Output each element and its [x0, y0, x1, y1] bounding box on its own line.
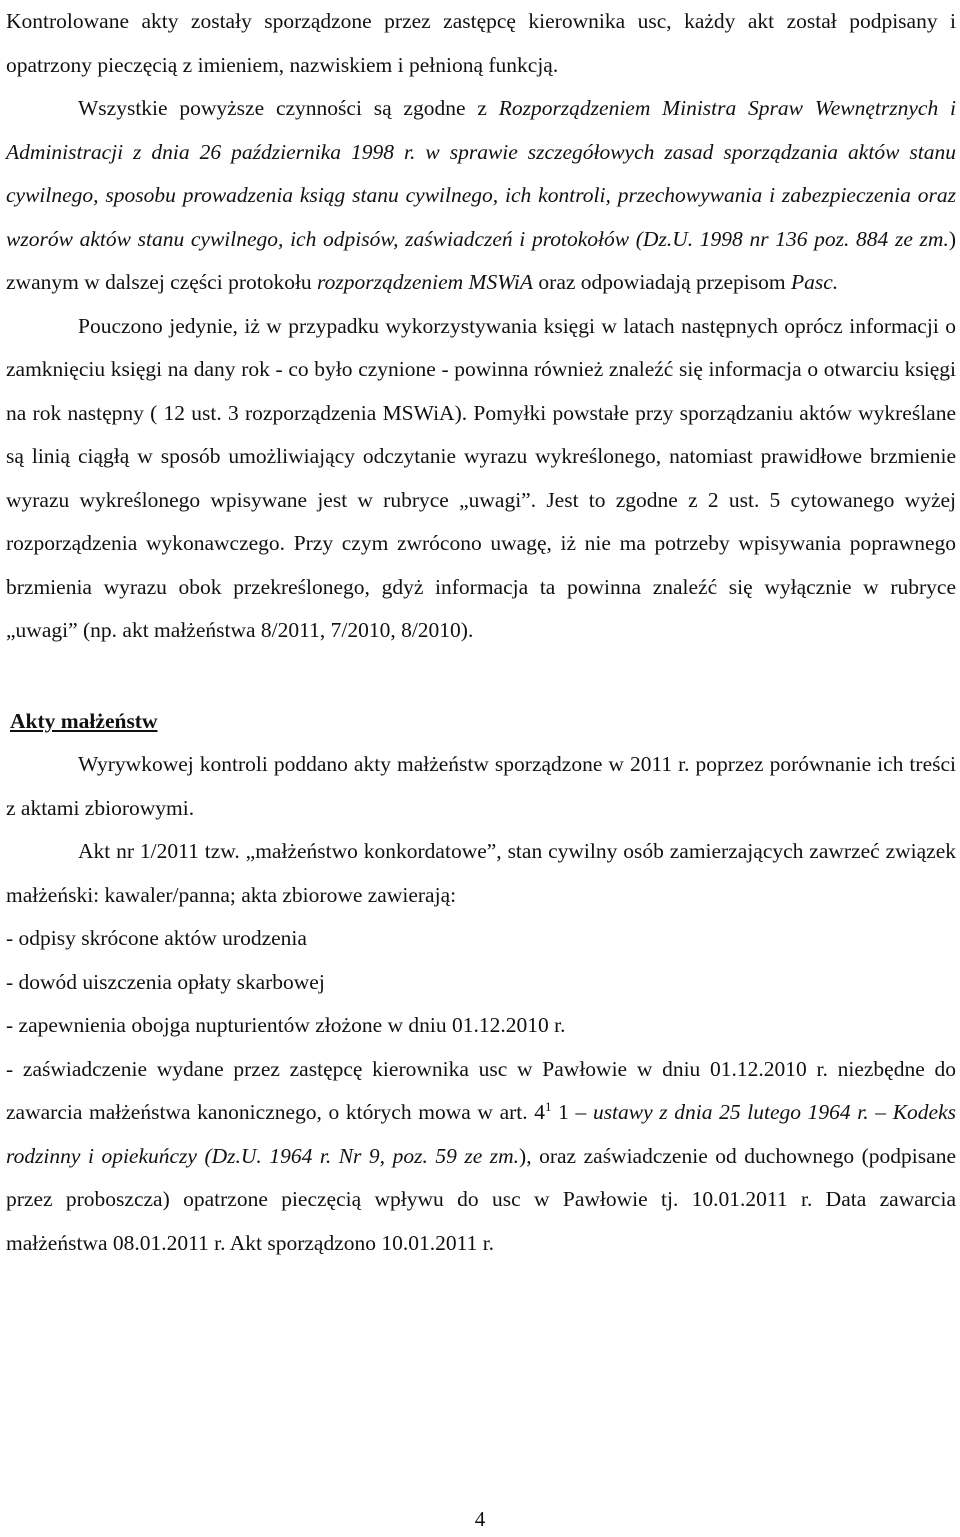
list-item: - dowód uiszczenia opłaty skarbowej: [6, 969, 325, 994]
certificate-text: - zaświadczenie wydane przez zastępcę kierownika usc w Pawłowie w dniu 01.12.2010 r. niezbędne do zawarcia małżeństwa kanonicznego, o których mowa w art. 4: [6, 1056, 956, 1124]
list-item: - odpisy skrócone aktów urodzenia: [6, 926, 307, 950]
paragraph-sample-control: Wyrywkowej kontroli poddano akty małżeństw sporządzone w 2011 r. poprzez porównanie ich treści z aktami zbiorowymi.: [6, 752, 956, 820]
page-number: 4: [474, 1507, 486, 1531]
regulation-short-name: rozporządzeniem MSWiA: [317, 270, 534, 294]
paragraph-regulation: [6, 87, 956, 305]
family-code-citation: ustawy z dnia 25 lutego 1964 r. – Kodeks rodzinny i opiekuńczy (Dz.U. 1964 r. Nr 9, poz. 59 ze zm.: [6, 1100, 956, 1168]
certificate-tail: ), oraz zaświadczenie od duchownego (podpisane przez proboszcza) opatrzone pieczęcią wpływu do usc w Pawłowie tj. 10.01.2011 r. Data zawarcia małżeństwa 08.01.2011 r. Akt sporządzono 10.01.2011 r.: [6, 1143, 956, 1255]
paragraph-certificate: [6, 1048, 956, 1266]
regulation-intro: Wszystkie powyższe czynności są zgodne z: [78, 96, 499, 120]
regulation-citation: Rozporządzeniem Ministra Spraw Wewnętrznych i Administracji z dnia 26 października 1998 r. w sprawie szczegółowych zasad sporządzania aktów stanu cywilnego, sposobu prowadzenia ksiąg stanu cywilnego, ich kontroli, przechowywania i zabezpieczenia oraz wzorów aktów stanu cywilnego, ich odpisów, zaświadczeń i protokołów (Dz.U. 1998 nr 136 poz. 884 ze zm.: [6, 96, 956, 251]
paragraph-act-1-2011: Akt nr 1/2011 tzw. „małżeństwo konkordatowe”, stan cywilny osób zamierzających zawrzeć związek małżeński: kawaler/panna; akta zbiorowe zawierają:: [6, 839, 956, 907]
section-heading-text: Akty małżeństw: [10, 708, 158, 733]
regulation-pasc: Pasc.: [790, 270, 839, 294]
regulation-tail: oraz odpowiadają przepisom: [533, 270, 791, 294]
certificate-paragraph-ref: 1 –: [551, 1100, 593, 1124]
section-heading: [6, 700, 956, 744]
article-superscript: 1: [545, 1099, 552, 1114]
document-page: [6, 0, 956, 1265]
paragraph-seals: Kontrolowane akty zostały sporządzone przez zastępcę kierownika usc, każdy akt został podpisany i opatrzony pieczęcią z imieniem, nazwiskiem i pełnioną funkcją.: [6, 9, 956, 77]
section-gap: [6, 653, 956, 700]
paragraph-instructions: Pouczono jedynie, iż w przypadku wykorzystywania księgi w latach następnych oprócz informacji o zamknięciu księgi na dany rok - co było czynione - powinna również znaleźć się informacja o otwarciu księgi na rok następny ( 12 ust. 3 rozporządzenia MSWiA). Pomyłki powstałe przy sporządzaniu aktów wykreślane są linią ciągłą w sposób umożliwiający odczytanie wyrazu wykreślonego, natomiast prawidłowe brzmienie wyrazu wykreślonego wpisywane jest w rubryce „uwagi”. Jest to zgodne z 2 ust. 5 cytowanego wyżej rozporządzenia wykonawczego. Przy czym zwrócono uwagę, iż nie ma potrzeby wpisywania poprawnego brzmienia wyrazu obok przekreślonego, gdyż informacja ta powinna znaleźć się wyłącznie w rubryce „uwagi” (np. akt małżeństwa 8/2011, 7/2010, 8/2010).: [6, 313, 956, 642]
list-item: - zapewnienia obojga nupturientów złożone w dniu 01.12.2010 r.: [6, 1013, 566, 1037]
regulation-middle: ) zwanym w dalszej części protokołu: [6, 226, 956, 294]
